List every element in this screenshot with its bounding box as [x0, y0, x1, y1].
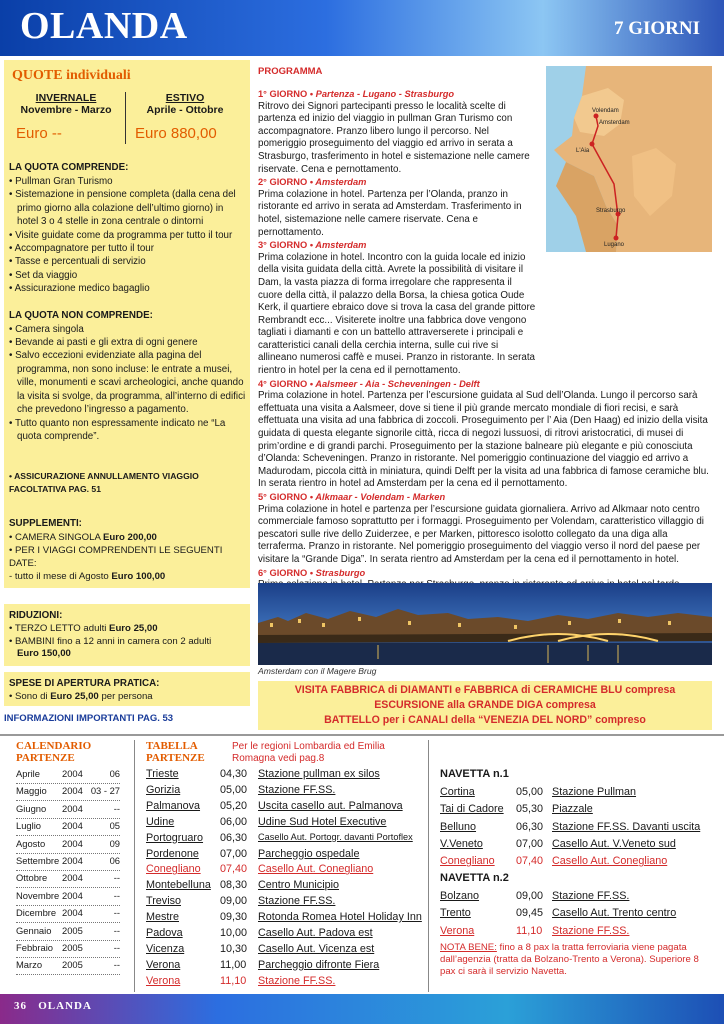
- calendar-days: 06: [109, 855, 120, 866]
- navetta-city: Bolzano: [440, 890, 480, 902]
- spese-label: • Sono di: [9, 691, 48, 702]
- departure-row: [146, 927, 426, 943]
- non-comprende-title: LA QUOTA NON COMPRENDE:: [9, 309, 153, 321]
- navetta-note-text: fino a 8 pax la tratta ferroviaria viene pagata dall’agenzia (tratta da Bolzano-Trento a Verona). Superiore 8 pax ci sarà il servizio Navetta.: [440, 942, 699, 977]
- navetta-row: [440, 925, 720, 941]
- day-number: 5° GIORNO: [258, 492, 308, 502]
- quote-divider: [125, 92, 126, 144]
- quote-estivo: [129, 92, 241, 142]
- departure-place: Casello Aut. Conegliano: [258, 863, 374, 876]
- comprende-list: [9, 175, 247, 296]
- day-heading: [258, 176, 712, 189]
- departure-row: [146, 848, 426, 864]
- departure-city: Verona: [146, 958, 181, 971]
- calendar-month: Marzo: [16, 959, 43, 971]
- departure-row: [146, 816, 426, 832]
- navetta-time: 05,30: [516, 803, 544, 816]
- navetta-place: Stazione FF.SS.: [552, 924, 630, 937]
- list-item: • Camera singola: [9, 323, 84, 335]
- departure-row: [146, 975, 426, 991]
- departure-row: [146, 879, 426, 895]
- calendar-row: [16, 855, 120, 872]
- navetta1-title: NAVETTA n.1: [440, 768, 509, 780]
- departure-row: [146, 911, 426, 927]
- visit-line: ESCURSIONE alla GRANDE DIGA compresa: [374, 699, 596, 711]
- departure-place: Udine Sud Hotel Executive: [258, 815, 387, 828]
- estivo-period: Aprile - Ottobre: [146, 104, 224, 116]
- departure-place: Casello Aut. Portogr. davanti Portoflex: [258, 831, 413, 842]
- calendar-year: 2004: [62, 820, 83, 832]
- day-heading: [258, 239, 712, 252]
- navetta-time: 07,40: [516, 855, 544, 868]
- navetta-place: Casello Aut. Conegliano: [552, 855, 668, 868]
- navetta-place: Casello Aut. V.Veneto sud: [552, 837, 676, 850]
- day-heading: [258, 378, 712, 391]
- tabella-title: [146, 740, 205, 764]
- map-label-strasburgo: Strasburgo: [596, 208, 626, 214]
- departure-time: 08,30: [220, 879, 248, 892]
- departure-time: 06,00: [220, 815, 248, 828]
- visit-line: VISITA FABBRICA di DIAMANTI e FABBRICA di CERAMICHE BLU compresa: [294, 684, 676, 696]
- navetta-row: [440, 890, 720, 906]
- programma-text: [258, 88, 712, 667]
- tabella-title-line1: TABELLA: [146, 740, 198, 752]
- departure-city: Udine: [146, 815, 175, 828]
- comprende-title: LA QUOTA COMPRENDE:: [9, 162, 129, 173]
- day-route: • Amsterdam: [309, 177, 367, 188]
- calendar-year: 2005: [62, 942, 83, 953]
- supplementi-line: • PER I VIAGGI COMPRENDENTI LE SEGUENTI DATE:: [9, 545, 223, 569]
- navetta-time: 09,00: [516, 890, 544, 902]
- calendar-month: Ottobre: [16, 872, 48, 884]
- departure-city: Montebelluna: [146, 879, 211, 892]
- navetta-row: [440, 786, 720, 802]
- footer-label: OLANDA: [38, 1000, 92, 1012]
- navetta-place: Stazione FF.SS.: [552, 890, 630, 902]
- calendar-days: --: [113, 872, 120, 884]
- navetta-row: [440, 838, 720, 854]
- navetta-row: [440, 803, 720, 819]
- tabella-note: Per le regioni Lombardia ed Emilia Romagna vedi pag.8: [232, 741, 385, 764]
- departure-place: Casello Aut. Vicenza est: [258, 942, 375, 955]
- day-number: 4° GIORNO: [258, 378, 308, 389]
- calendario-title-line1: CALENDARIO: [16, 740, 92, 752]
- navetta-time: 05,00: [516, 786, 544, 798]
- calendar-row: [16, 803, 120, 820]
- photo-caption: Amsterdam con il Magere Brug: [258, 666, 377, 676]
- day-number: 1° GIORNO: [258, 89, 308, 99]
- departure-place: Parcheggio difronte Fiera: [258, 958, 380, 971]
- departure-place: Centro Municipio: [258, 879, 340, 892]
- departure-city: Palmanova: [146, 799, 201, 812]
- day-route: • Strasburgo: [309, 567, 366, 578]
- spese-price: Euro 25,00: [50, 691, 99, 702]
- navetta-time: 07,00: [516, 837, 544, 850]
- non-comprende-list: [9, 323, 247, 444]
- page-footer: [0, 994, 724, 1024]
- departure-row: [146, 800, 426, 816]
- calendar-row: [16, 872, 120, 889]
- list-item: • Bevande ai pasti e gli extra di ogni genere: [9, 337, 198, 349]
- estivo-price: Euro 880,00: [135, 125, 217, 142]
- navetta-time: 06,30: [516, 820, 544, 833]
- calendar-days: --: [113, 802, 120, 814]
- info-importanti-link: INFORMAZIONI IMPORTANTI PAG. 53: [4, 713, 174, 724]
- included-visits-box: [258, 681, 712, 730]
- supplementi-title: SUPPLEMENTI:: [9, 518, 82, 529]
- quote-title: QUOTE individuali: [12, 68, 131, 83]
- list-item: • Tasse e percentuali di servizio: [9, 256, 146, 268]
- departure-time: 09,30: [220, 911, 248, 924]
- map-label-amsterdam: Amsterdam: [599, 120, 630, 126]
- calendar-row: [16, 925, 120, 942]
- departure-time: 11,10: [220, 974, 247, 987]
- departure-row: [146, 943, 426, 959]
- day-heading: [258, 567, 712, 580]
- map-label-volendam: Volendam: [592, 108, 619, 114]
- supplementi-price: Euro 100,00: [111, 571, 166, 582]
- calendar-month: Gennaio: [16, 924, 52, 936]
- departure-city: Conegliano: [146, 863, 201, 876]
- spese-box: [4, 672, 250, 706]
- calendar-year: 2004: [62, 837, 83, 849]
- column-divider: [428, 740, 429, 992]
- day-description: Prima colazione in hotel e partenza per l’escursione guidata giornaliera. Arrivo ad Alkmaar noto centro commerciale famoso soprattutto per i formaggi. Proseguimento per Volendam, caratteristico villaggio di pescatori sulle rive dello Zuiderzee, e per Marken, pittoresco isolotto collegato da una diga alla terraferma. Pranzo in ristorante. Nel pomeriggio proseguimento del viaggio verso il nord del paese per visitare la “Grande Diga”. In serata rientro ad Amsterdam per la cena ed il pernottamento in hotel.: [258, 503, 704, 565]
- invernale-label: INVERNALE: [35, 92, 97, 104]
- column-divider: [134, 740, 135, 992]
- riduzioni-price: Euro 150,00: [17, 648, 71, 659]
- departure-row: [146, 784, 426, 800]
- calendar-year: 2004: [62, 907, 83, 919]
- quote-invernale: [10, 92, 122, 142]
- navetta-time: 09,45: [516, 907, 544, 920]
- navetta-city: Trento: [440, 907, 471, 920]
- departure-time: 09,00: [220, 895, 248, 908]
- calendar-days: 03 - 27: [90, 785, 120, 797]
- day-number: 2° GIORNO: [258, 177, 308, 188]
- day-route: • Aalsmeer - Aia - Scheveningen - Delft: [309, 378, 480, 389]
- calendar-row: [16, 942, 120, 959]
- calendar-row: [16, 785, 120, 802]
- calendar-days: --: [113, 924, 120, 936]
- assicurazione-box: [4, 456, 250, 512]
- departure-row: [146, 863, 426, 879]
- navetta-place: Stazione FF.SS. Davanti uscita: [552, 820, 701, 833]
- calendar-month: Maggio: [16, 785, 47, 797]
- left-panel: [4, 60, 250, 730]
- navetta-row: [440, 907, 720, 923]
- day-route: • Amsterdam: [309, 240, 367, 251]
- departure-time: 06,30: [220, 831, 248, 844]
- departure-place: Stazione FF.SS.: [258, 974, 336, 987]
- calendar-row: [16, 907, 120, 924]
- navetta-city: Conegliano: [440, 855, 495, 868]
- calendar-days: --: [113, 889, 120, 901]
- day-description: Prima colazione in hotel. Partenza per l’escursione guidata al Sud dell’Olanda. Lungo il percorso sarà effettuata una visita a Aalsmeer, dove si tiene il più grande mercato mondiale di fiori recisi, e sarà effettuata una visita ad una fabbrica di zoccoli. Proseguimento per l’ Aia (Den Haag) ed inizio della visita guidata di questa elegante signorile città, ricca di negozi lussuosi, di ritrovi aristocratici, di musei di prim’ordine e di grandi parchi. Proseguimento per la stazione balneare più elegante e più conosciuta d’Olanda: Scheveningen. Pranzo in ristorante. Nel pomeriggio continuazione del viaggio ed arrivo a Madurodam, piccola città in miniatura, quindi Delft per la visita ad una fabbrica di famose ceramiche blu. In serata rientro in hotel ad Amsterdam per la cena ed il pernottamento.: [258, 390, 709, 490]
- visit-line: BATTELLO per i CANALI della “VENEZIA DEL NORD” compreso: [324, 714, 646, 726]
- spese-suffix: per persona: [101, 691, 153, 702]
- navetta-place: Stazione Pullman: [552, 786, 637, 798]
- programma-label: PROGRAMMA: [258, 66, 323, 77]
- departure-place: Rotonda Romea Hotel Holiday Inn: [258, 911, 422, 924]
- calendar-row: [16, 838, 120, 855]
- departure-time: 05,20: [220, 799, 248, 812]
- navetta-note: [440, 942, 712, 978]
- footer-text: [14, 1000, 92, 1012]
- riduzioni-label: • TERZO LETTO adulti: [9, 623, 107, 634]
- departure-row: [146, 895, 426, 911]
- calendar-year: 2004: [62, 872, 83, 884]
- page-number: 36: [14, 1000, 27, 1012]
- estivo-label: ESTIVO: [165, 92, 205, 104]
- map-label-aia: L'Aia: [576, 148, 590, 154]
- spese-title: SPESE DI APERTURA PRATICA:: [9, 678, 160, 689]
- calendar-month: Giugno: [16, 802, 47, 814]
- day-description: Prima colazione in hotel. Incontro con la guida locale ed inizio della visita guidata della città. Avrete la possibilità di visitare il Dam, la vasta piazza di forma irregolare che rappresenta il cuore della città, il palazzo della Borsa, la chiesa gotica Oude Kerk, il quartiere ebraico dove si trova la casa del grande pittore Rembrandt ecc... Visiterete inoltre una fabbrica dove vengono tagliati i diamanti e con un battello attraverserete i principali e caratteristici canali della cerchia interna, sulle cui rive si allineano numerosi caffè e musei. Pranzo in ristorante. In serata rientro in hotel per la cena ed il pernottamento.: [258, 251, 536, 377]
- list-item: • Assicurazione medico bagaglio: [9, 283, 150, 295]
- trip-duration: 7 GIORNI: [613, 18, 700, 39]
- calendar-row: [16, 768, 120, 785]
- departure-row: [146, 768, 426, 784]
- supplementi-label: • CAMERA SINGOLA: [9, 532, 101, 543]
- supplementi-price: Euro 200,00: [103, 532, 157, 543]
- list-item: • Visite guidate come da programma per tutto il tour: [9, 229, 233, 241]
- calendar-month: Novembre: [16, 889, 60, 901]
- departure-city: Pordenone: [146, 847, 199, 860]
- calendar-year: 2004: [62, 802, 83, 814]
- departure-place: Casello Aut. Padova est: [258, 927, 373, 939]
- navetta-time: 11,10: [516, 924, 543, 937]
- calendar-row: [16, 890, 120, 907]
- calendar-month: Aprile: [16, 768, 40, 779]
- list-item: • Tutto quanto non espressamente indicato ne “La quota comprende”.: [9, 417, 226, 442]
- navetta-place: Casello Aut. Trento centro: [552, 907, 677, 920]
- departure-city: Verona: [146, 974, 181, 987]
- comprende-box: [4, 156, 250, 456]
- invernale-price: Euro --: [16, 125, 62, 142]
- calendar-month: Dicembre: [16, 907, 57, 919]
- calendar-year: 2004: [62, 768, 83, 779]
- calendar-days: --: [113, 942, 120, 953]
- navetta-city: Verona: [440, 924, 475, 937]
- day-number: 3° GIORNO: [258, 240, 308, 251]
- navetta-place: Piazzale: [552, 803, 593, 816]
- departure-time: 05,00: [220, 783, 248, 796]
- riduzioni-title: RIDUZIONI:: [9, 610, 63, 621]
- day-heading: [258, 88, 712, 101]
- list-item: • Sistemazione in pensione completa (dalla cena del primo giorno alla colazione dell’ultimo giorno) in hotel 3 o 4 stelle in zona centrale o dintorni: [9, 189, 236, 228]
- departure-row: [146, 832, 426, 848]
- departure-time: 10,00: [220, 927, 248, 939]
- navetta-row: [440, 821, 720, 837]
- departure-place: Parcheggio ospedale: [258, 847, 360, 860]
- calendario-title: [16, 740, 91, 764]
- departure-time: 11,00: [220, 958, 247, 971]
- departure-city: Trieste: [146, 768, 179, 780]
- list-item: • Salvo eccezioni evidenziate alla pagina del programma, non sono incluse: le entrate a musei, ville, monumenti e scavi archeologici, anche quando la visita si svolge, da programma, all’interno di edifici che prevedono l’ingresso a pagamento.: [9, 350, 246, 416]
- navetta-city: V.Veneto: [440, 837, 483, 850]
- calendar-days: 09: [109, 837, 120, 849]
- calendar-year: 2004: [62, 855, 83, 866]
- list-item: • Accompagnatore per tutto il tour: [9, 243, 155, 255]
- calendar-year: 2004: [62, 785, 83, 797]
- page-title: OLANDA: [20, 5, 188, 47]
- page-header: [0, 0, 724, 56]
- departure-city: Portogruaro: [146, 831, 204, 844]
- calendar-month: Agosto: [16, 837, 46, 849]
- calendar-month: Febbraio: [16, 942, 54, 953]
- departure-time: 07,00: [220, 847, 248, 860]
- calendar-year: 2005: [62, 924, 83, 936]
- map-label-lugano: Lugano: [604, 242, 625, 248]
- navetta-row: [440, 855, 720, 871]
- list-item: • Set da viaggio: [9, 269, 78, 281]
- list-item: • Pullman Gran Turismo: [9, 176, 113, 187]
- departure-city: Vicenza: [146, 942, 185, 955]
- navetta2-title: NAVETTA n.2: [440, 872, 509, 884]
- quote-box: [4, 60, 250, 156]
- riduzioni-box: [4, 604, 250, 666]
- departure-place: Stazione FF.SS.: [258, 895, 336, 908]
- calendar-month: Luglio: [16, 820, 42, 832]
- supplementi-box: [4, 512, 250, 588]
- day-number: 6° GIORNO: [258, 567, 308, 578]
- riduzioni-price: Euro 25,00: [109, 623, 158, 634]
- calendario-title-line2: PARTENZE: [16, 752, 75, 764]
- supplementi-line: [9, 570, 247, 583]
- invernale-period: Novembre - Marzo: [20, 104, 112, 116]
- day-heading: [258, 491, 712, 504]
- departure-city: Mestre: [146, 911, 179, 924]
- amsterdam-photo: [258, 583, 712, 665]
- assicurazione-note: • ASSICURAZIONE ANNULLAMENTO VIAGGIO FACOLTATIVA PAG. 51: [9, 471, 199, 494]
- departure-row: [146, 959, 426, 975]
- day-route: • Alkmaar - Volendam - Marken: [309, 492, 446, 502]
- calendar-year: 2005: [62, 959, 83, 971]
- navetta-city: Tai di Cadore: [440, 803, 504, 816]
- riduzioni-label: • BAMBINI fino a 12 anni in camera con 2 adulti: [9, 635, 212, 647]
- calendar-year: 2004: [62, 889, 83, 901]
- departure-city: Treviso: [146, 895, 181, 908]
- departure-place: Stazione FF.SS.: [258, 783, 336, 796]
- supplementi-line: [9, 531, 247, 544]
- day-description: Prima colazione in hotel. Partenza per l’Olanda, pranzo in ristorante ed arrivo in serata ad Amsterdam. Trasferimento in hotel, sistemazione nelle camere riservate. Cena e pernottamento.: [258, 188, 522, 238]
- calendar-days: --: [113, 959, 120, 971]
- navetta-city: Cortina: [440, 786, 475, 798]
- section-divider: [0, 734, 724, 736]
- calendar-row: [16, 820, 120, 837]
- departure-time: 10,30: [220, 942, 248, 955]
- departure-place: Stazione pullman ex silos: [258, 768, 380, 780]
- calendar-days: --: [113, 907, 120, 919]
- departure-city: Padova: [146, 927, 183, 939]
- departure-place: Uscita casello aut. Palmanova: [258, 799, 403, 812]
- supplementi-label: - tutto il mese di Agosto: [9, 571, 109, 582]
- calendar-month: Settembre: [16, 855, 60, 866]
- calendar-row: [16, 959, 120, 976]
- navetta-city: Belluno: [440, 820, 477, 833]
- departure-city: Gorizia: [146, 783, 181, 796]
- departure-time: 07,40: [220, 863, 248, 876]
- departure-time: 04,30: [220, 768, 248, 780]
- day-route: • Partenza - Lugano - Strasburgo: [309, 89, 455, 99]
- tabella-title-line2: PARTENZE: [146, 752, 205, 764]
- navetta-note-label: NOTA BENE:: [440, 942, 497, 953]
- calendar-days: 05: [109, 820, 120, 832]
- day-description: Ritrovo dei Signori partecipanti presso le località scelte di partenza ed inizio del viaggio in pullman Gran Turismo con accompagnatore. Pranzo libero lungo il percorso. Nel pomeriggio proseguimento del viaggio ed arrivo in serata a Strasburgo, trasferimento in hotel e sistemazione nelle camere riservate. Cena e pernottamento.: [258, 100, 530, 175]
- calendar-days: 06: [109, 768, 120, 779]
